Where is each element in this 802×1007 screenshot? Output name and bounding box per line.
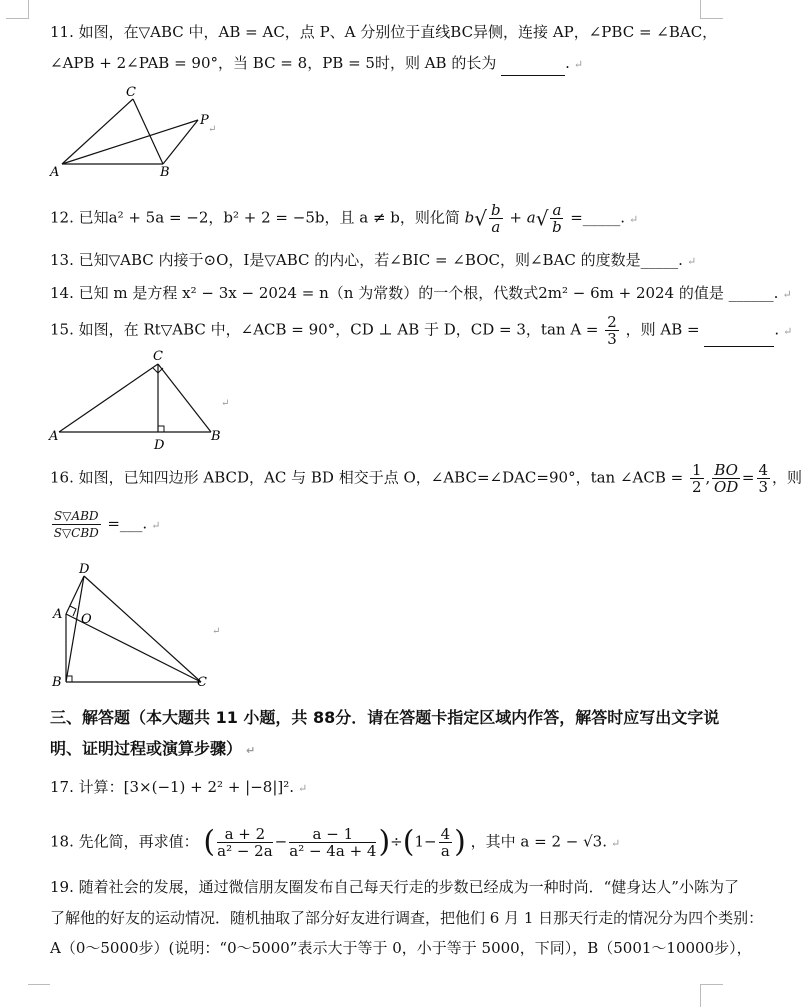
q15-label-b: B — [211, 429, 221, 444]
q11-line2: ∠APB + 2∠PAB = 90°，当 BC = 8，PB = 5时，则 AB 的长为 . ↵ — [50, 52, 583, 76]
q11-line1: 11. 如图，在▽ABC 中，AB = AC，点 P、A 分别位于直线BC异侧，连接 AP，∠PBC = ∠BAC， — [50, 23, 718, 41]
svg-text:↵: ↵ — [212, 626, 221, 637]
q19-line3: A（0～5000步）(说明：“0～5000”表示大于等于 0，小于等于 5000，下同），B（5001～10000步）， — [50, 939, 752, 957]
q16-line1: 16. 如图，已知四边形 ABCD，AC 与 BD 相交于点 O，∠ABC=∠DAC=90°，tan ∠ACB = $\frac{1}{2}$ , $\frac{BO}{OD}$ = $\frac{4}{3}$ ，则 — [50, 461, 802, 496]
section-3-heading-cont: 明、证明过程或演算步骤） ↵ — [50, 739, 256, 758]
q16-label-a: A — [53, 607, 63, 622]
q15-line: 15. 如图，在 Rt▽ABC 中，∠ACB = 90°，CD ⊥ AB 于 D，CD = 3，tan A = $\frac{2}{3}$ ，则 AB = . ↵ — [50, 313, 793, 348]
svg-text:↵: ↵ — [208, 124, 217, 135]
q11-label-c: C — [126, 85, 136, 100]
q16-label-b: B — [52, 675, 62, 690]
section-3-heading: 三、解答题（本大题共 11 小题，共 88分．请在答题卡指定区域内作答，解答时应写出文字说 — [50, 708, 720, 727]
q11-label-p: P — [200, 113, 209, 128]
q15-figure — [45, 346, 245, 452]
answer-blank — [501, 61, 565, 76]
corner-mark-bottom-right — [700, 984, 723, 1007]
q17-line: 17. 计算：[3×(−1) + 2² + |−8|]². ↵ — [50, 778, 308, 796]
answer-blank — [704, 332, 774, 347]
q11-label-a: A — [50, 165, 60, 180]
svg-text:↵: ↵ — [221, 398, 230, 409]
q18-line: 18. 先化简，再求值： ( $\frac{a + 2}{\text{a² − 2a}}$ − $\frac{a - 1}{\text{a² − 4a + 4}}$ )÷(1− $\frac{4}{a}$ ) ，其中 a = 2 − √3. ↵ — [50, 824, 621, 860]
q16-line2: $\frac{\text{S▽ABD}}{\text{S▽CBD}}$ =___. ↵ — [53, 509, 161, 540]
q15-label-d: D — [154, 438, 165, 453]
q12-line: 12. 已知a² + 5a = −2，b² + 2 = −5b，且 a ≠ b，则化简 b√ $\frac{b}{a}$ + a√ $\frac{a}{b}$ =_____. ↵ — [50, 201, 639, 236]
corner-mark-top-right — [700, 0, 723, 19]
q16-label-d: D — [79, 562, 90, 577]
corner-mark-top-left — [6, 0, 29, 19]
q14-line: 14. 已知 m 是方程 x² − 3x − 2024 = n（n 为常数）的一个根，代数式2m² − 6m + 2024 的值是 ______. ↵ — [50, 284, 792, 302]
q16-label-c: C — [197, 675, 207, 690]
q11-figure — [48, 84, 228, 179]
q15-label-a: A — [49, 429, 59, 444]
q11-label-b: B — [160, 165, 170, 180]
q19-line1: 19. 随着社会的发展，通过微信朋友圈发布自己每天行走的步数已经成为一种时尚．“健身达人”小陈为了 — [50, 878, 739, 896]
corner-mark-bottom-left — [28, 984, 50, 1007]
q15-label-c: C — [153, 349, 163, 364]
q19-line2: 了解他的好友的运动情况．随机抽取了部分好友进行调查，把他们 6 月 1 日那天行走的情况分为四个类别： — [50, 909, 764, 927]
q16-label-o: O — [81, 612, 92, 627]
q13-line: 13. 已知▽ABC 内接于⊙O，I是▽ABC 的内心，若∠BIC = ∠BOC，则∠BAC 的度数是_____. ↵ — [50, 251, 697, 269]
q16-figure — [46, 562, 246, 692]
